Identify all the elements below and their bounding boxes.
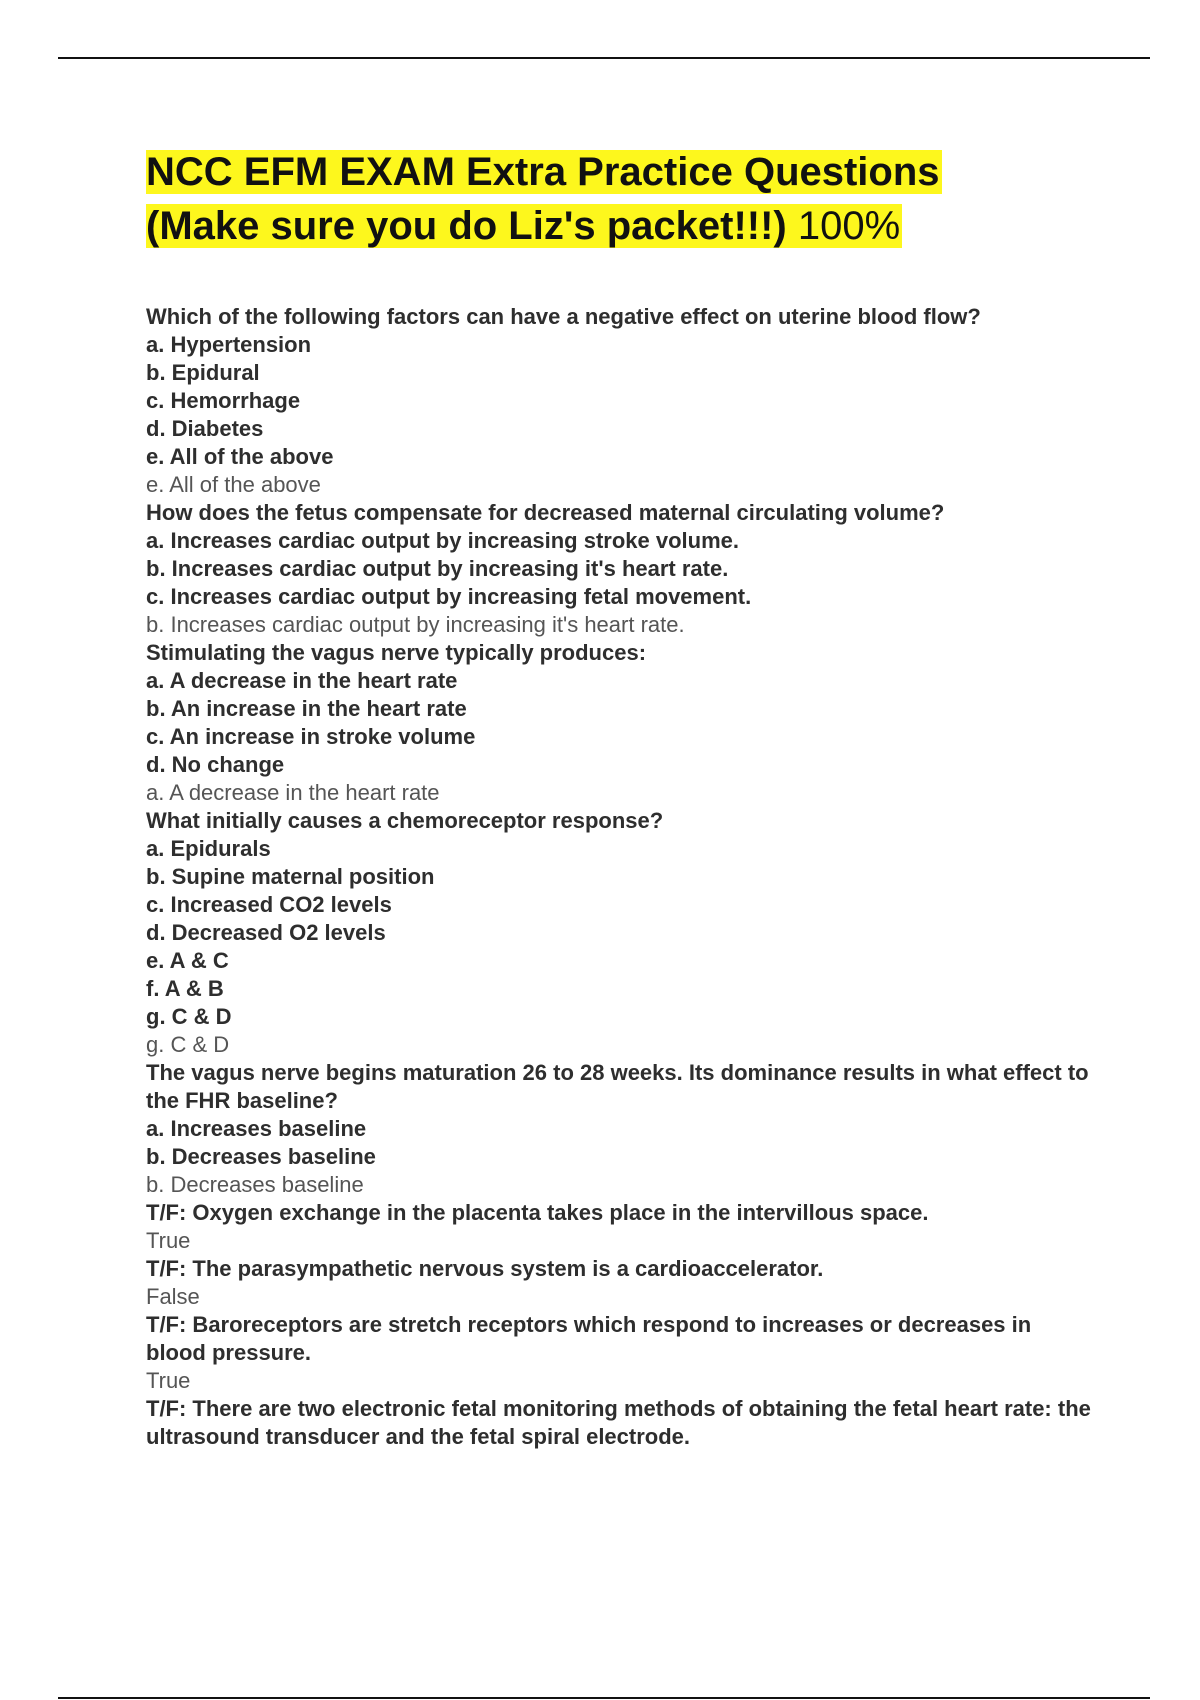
title-line2: (Make sure you do Liz's packet!!!) xyxy=(146,204,787,248)
answer-option: b. Supine maternal position xyxy=(146,864,435,889)
answer-option: e. All of the above xyxy=(146,444,334,469)
correct-answer: True xyxy=(146,1228,191,1253)
question-text: How does the fetus compensate for decreased maternal circulating volume? xyxy=(146,500,945,525)
answer-option: b. An increase in the heart rate xyxy=(146,696,467,721)
answer-option: f. A & B xyxy=(146,976,224,1001)
question-text: The vagus nerve begins maturation 26 to 28 weeks. Its dominance results in what effect to the FHR baseline? xyxy=(146,1060,1095,1113)
correct-answer: False xyxy=(146,1284,200,1309)
answer-option: d. Diabetes xyxy=(146,416,264,441)
answer-option: a. Increases cardiac output by increasing stroke volume. xyxy=(146,528,740,553)
question-text: T/F: Baroreceptors are stretch receptors which respond to increases or decreases in blood pressure. xyxy=(146,1312,1038,1365)
correct-answer: g. C & D xyxy=(146,1032,230,1057)
answer-option: b. Epidural xyxy=(146,360,260,385)
answer-option: b. Increases cardiac output by increasing it's heart rate. xyxy=(146,556,729,581)
bottom-divider xyxy=(58,1697,1150,1699)
answer-option: c. Increases cardiac output by increasing fetal movement. xyxy=(146,584,752,609)
title-highlight-line2 xyxy=(146,204,902,248)
answer-option: d. No change xyxy=(146,752,285,777)
title-line1: NCC EFM EXAM Extra Practice Questions xyxy=(146,150,940,194)
correct-answer: b. Decreases baseline xyxy=(146,1172,364,1197)
correct-answer: e. All of the above xyxy=(146,472,321,497)
correct-answer: b. Increases cardiac output by increasing it's heart rate. xyxy=(146,612,685,637)
answer-option: a. A decrease in the heart rate xyxy=(146,668,458,693)
answer-option: g. C & D xyxy=(146,1004,232,1029)
answer-option: d. Decreased O2 levels xyxy=(146,920,386,945)
answer-option: a. Hypertension xyxy=(146,332,312,357)
top-divider xyxy=(58,57,1150,59)
question-text: What initially causes a chemoreceptor response? xyxy=(146,808,664,833)
question-list xyxy=(146,303,1096,1451)
answer-option: c. Hemorrhage xyxy=(146,388,301,413)
answer-option: a. Increases baseline xyxy=(146,1116,367,1141)
correct-answer: True xyxy=(146,1368,191,1393)
question-text: Which of the following factors can have a negative effect on uterine blood flow? xyxy=(146,304,981,329)
question-text: T/F: The parasympathetic nervous system is a cardioaccelerator. xyxy=(146,1256,824,1281)
question-text: T/F: There are two electronic fetal monitoring methods of obtaining the fetal heart rate: the ultrasound transducer and the fetal spiral electrode. xyxy=(146,1396,1097,1449)
answer-option: e. A & C xyxy=(146,948,229,973)
title-highlight-line1 xyxy=(146,150,942,194)
answer-option: b. Decreases baseline xyxy=(146,1144,376,1169)
title-score: 100% xyxy=(786,204,901,248)
page-title xyxy=(146,145,942,253)
answer-option: c. An increase in stroke volume xyxy=(146,724,476,749)
question-text: Stimulating the vagus nerve typically produces: xyxy=(146,640,647,665)
question-text: T/F: Oxygen exchange in the placenta takes place in the intervillous space. xyxy=(146,1200,929,1225)
answer-option: a. Epidurals xyxy=(146,836,271,861)
correct-answer: a. A decrease in the heart rate xyxy=(146,780,440,805)
answer-option: c. Increased CO2 levels xyxy=(146,892,392,917)
